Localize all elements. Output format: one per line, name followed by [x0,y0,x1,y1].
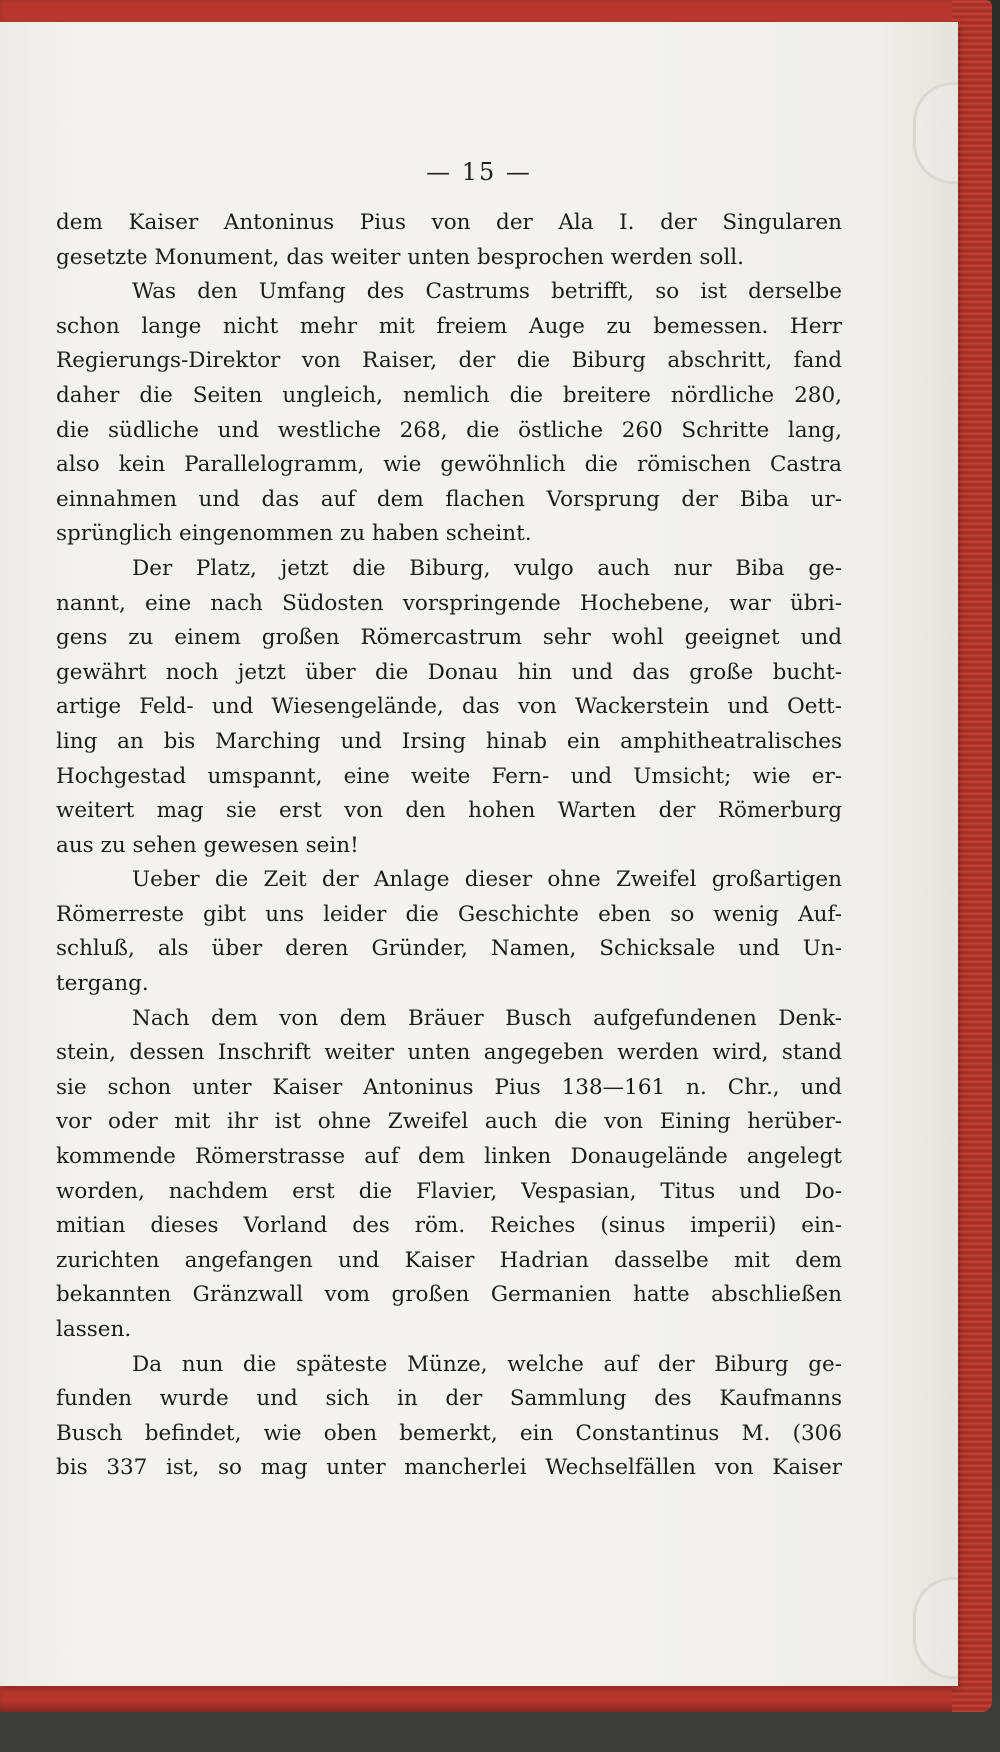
text-line: Nach dem von dem Bräuer Busch aufgefundenen Denk- [132,1005,842,1031]
text-line: schon lange nicht mehr mit freiem Auge zu bemessen. Herr [56,313,842,339]
text-line: aus zu sehen gewesen sein! [56,832,359,858]
text-line: ling an bis Marching und Irsing hinab ein amphitheatralisches [56,728,842,754]
text-line: schluß, als über deren Gründer, Namen, Schicksale und Un- [56,936,842,962]
page-clip-bottom [913,1577,958,1679]
text-line: gesetzte Monument, das weiter unten besprochen werden soll. [56,244,744,270]
text-line: artige Feld- und Wiesengelände, das von Wackerstein und Oett- [56,694,842,720]
text-line: dem Kaiser Antoninus Pius von der Ala I. der Singularen [56,210,842,235]
text-line: daher die Seiten ungleich, nemlich die breitere nördliche 280, [56,382,842,408]
text-line: gewährt noch jetzt über die Donau hin und das große bucht- [56,659,842,685]
text-line: zurichten angefangen und Kaiser Hadrian dasselbe mit dem [56,1247,842,1273]
text-line: die südliche und westliche 268, die östliche 260 Schritte lang, [56,417,842,443]
text-line: stein, dessen Inschrift weiter unten angegeben werden wird, stand [56,1040,842,1066]
text-line: lassen. [56,1317,132,1342]
text-line: tergang. [56,971,149,997]
text-line: Busch befindet, wie oben bemerkt, ein Constantinus M. (306 [56,1420,842,1446]
text-line: Da nun die späteste Münze, welche auf der Biburg ge- [132,1351,842,1377]
text-line: bekannten Gränzwall vom großen Germanien hatte abschließen [56,1282,842,1308]
text-line: Der Platz, jetzt die Biburg, vulgo auch nur Biba ge- [132,555,842,581]
body-text [56,206,842,1486]
text-line: also kein Parallelogramm, wie gewöhnlich die römischen Castra [56,452,842,478]
text-line: sie schon unter Kaiser Antoninus Pius 138—161 n. Chr., und [56,1074,842,1100]
text-line: Was den Umfang des Castrums betrifft, so ist derselbe [132,279,842,305]
text-line: Ueber die Zeit der Anlage dieser ohne Zweifel großartigen [132,867,842,893]
text-line: gens zu einem großen Römercastrum sehr wohl geeignet und [56,625,842,651]
page-number: — 15 — [426,158,532,186]
text-line: Hochgestad umspannt, eine weite Fern- und Umsicht; wie er- [56,763,842,789]
text-line: weitert mag sie erst von den hohen Warten der Römerburg [56,798,842,824]
text-line: sprünglich eingenommen zu haben scheint. [56,521,532,547]
text-line: Römerreste gibt uns leider die Geschichte eben so wenig Auf- [56,901,842,927]
text-line: nannt, eine nach Südosten vorspringende Hochebene, war übri- [56,590,842,616]
text-line: einnahmen und das auf dem flachen Vorsprung der Biba ur- [56,486,842,512]
text-line: Regierungs-Direktor von Raiser, der die Biburg abschritt, fand [56,348,842,374]
text-line: mitian dieses Vorland des röm. Reiches (sinus imperii) ein- [56,1213,842,1239]
text-line: vor oder mit ihr ist ohne Zweifel auch die von Eining herüber- [56,1109,842,1135]
text-line: funden wurde und sich in der Sammlung des Kaufmanns [56,1386,842,1412]
text-line: worden, nachdem erst die Flavier, Vespasian, Titus und Do- [56,1178,842,1204]
text-line: kommende Römerstrasse auf dem linken Donaugelände angelegt [56,1144,842,1170]
text-line: bis 337 ist, so mag unter mancherlei Wechselfällen von Kaiser [56,1455,842,1481]
